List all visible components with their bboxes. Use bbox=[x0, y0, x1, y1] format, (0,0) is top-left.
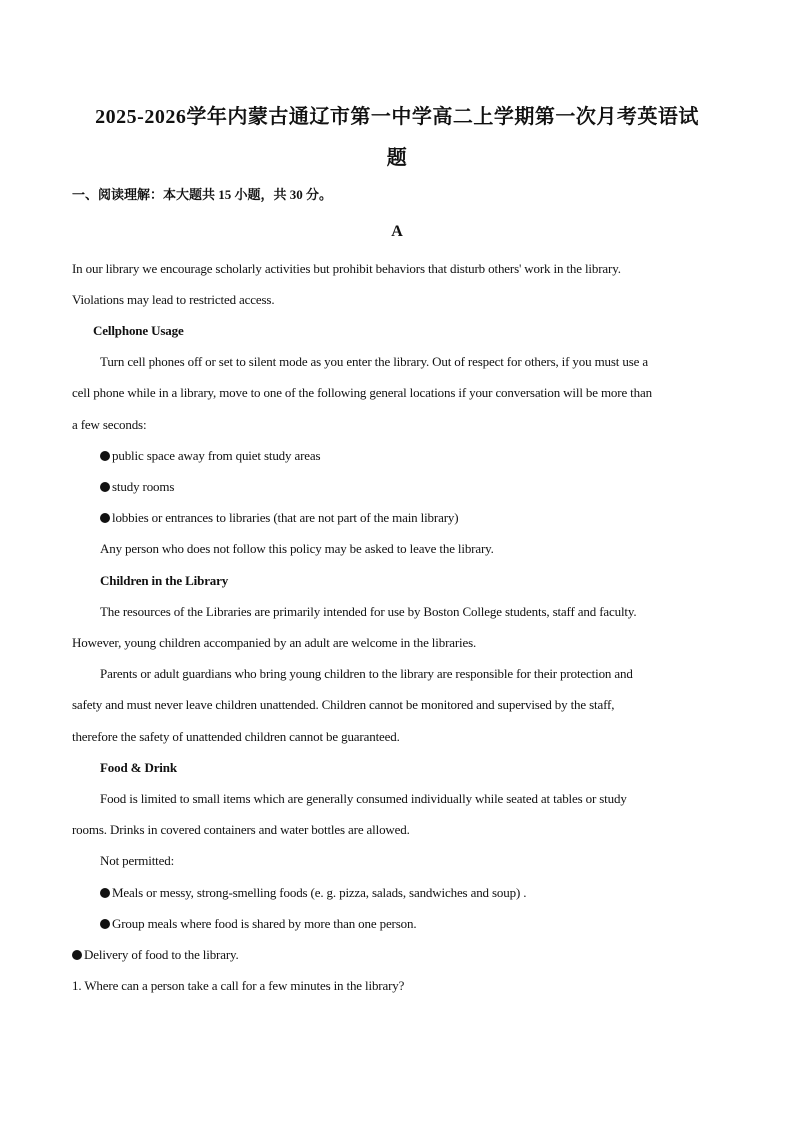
list-item bbox=[72, 947, 239, 963]
bullet-icon bbox=[72, 950, 82, 960]
list-item bbox=[100, 510, 458, 526]
food-bullet-1: Meals or messy, strong-smelling foods (e. g. pizza, salads, sandwiches and soup) . bbox=[112, 885, 527, 900]
cellphone-para-line-3: a few seconds: bbox=[72, 417, 147, 432]
bullet-icon bbox=[100, 482, 110, 492]
list-item bbox=[100, 479, 174, 495]
food-para-line-2: rooms. Drinks in covered containers and water bottles are allowed. bbox=[72, 822, 410, 837]
list-item bbox=[100, 448, 320, 464]
children-para-2-line-3: therefore the safety of unattended children cannot be guaranteed. bbox=[72, 729, 400, 744]
bullet-icon bbox=[100, 919, 110, 929]
cellphone-bullet-2: study rooms bbox=[112, 479, 175, 494]
section-heading-prefix: 一、阅读理解：本大题共 bbox=[72, 187, 216, 202]
children-para-1-line-1: The resources of the Libraries are primarily intended for use by Boston College students, staff and faculty. bbox=[100, 604, 637, 619]
not-permitted-label: Not permitted: bbox=[100, 853, 175, 868]
cellphone-para-line-1: Turn cell phones off or set to silent mode as you enter the library. Out of respect for others, if you must use a bbox=[100, 354, 648, 369]
children-heading: Children in the Library bbox=[100, 573, 229, 588]
intro-line-1: In our library we encourage scholarly activities but prohibit behaviors that disturb others' work in the library. bbox=[72, 261, 621, 276]
cellphone-heading: Cellphone Usage bbox=[93, 323, 184, 338]
cellphone-bullet-1: public space away from quiet study areas bbox=[112, 448, 321, 463]
bullet-icon bbox=[100, 451, 110, 461]
section-total-score: 30 bbox=[289, 187, 303, 202]
section-heading-suffix: 分。 bbox=[306, 187, 333, 202]
children-para-1-line-2: However, young children accompanied by an adult are welcome in the libraries. bbox=[72, 635, 477, 650]
list-item bbox=[100, 916, 416, 932]
cellphone-policy-note: Any person who does not follow this policy may be asked to leave the library. bbox=[100, 541, 494, 556]
passage-label: A bbox=[391, 223, 403, 240]
children-para-2-line-1: Parents or adult guardians who bring young children to the library are responsible for their protection and bbox=[100, 666, 633, 681]
document-title-line-1: 2025-2026学年内蒙古通辽市第一中学高二上学期第一次月考英语试 bbox=[95, 106, 699, 128]
intro-line-2: Violations may lead to restricted access. bbox=[72, 292, 275, 307]
food-bullet-3: Delivery of food to the library. bbox=[84, 947, 239, 962]
section-heading bbox=[72, 187, 332, 203]
question-1: 1. Where can a person take a call for a few minutes in the library? bbox=[72, 978, 405, 993]
bullet-icon bbox=[100, 513, 110, 523]
food-bullet-2: Group meals where food is shared by more than one person. bbox=[112, 916, 417, 931]
section-heading-mid: 小题，共 bbox=[234, 187, 287, 202]
children-para-2-line-2: safety and must never leave children unattended. Children cannot be monitored and supervised by the staff, bbox=[72, 697, 615, 712]
cellphone-bullet-3: lobbies or entrances to libraries (that are not part of the main library) bbox=[112, 510, 459, 525]
food-para-line-1: Food is limited to small items which are generally consumed individually while seated at tables or study bbox=[100, 791, 627, 806]
food-heading: Food & Drink bbox=[100, 760, 177, 775]
list-item bbox=[100, 885, 526, 901]
document-title-line-2: 题 bbox=[386, 147, 408, 169]
section-question-count: 15 bbox=[218, 187, 232, 202]
cellphone-para-line-2: cell phone while in a library, move to one of the following general locations if your conversation will be more than bbox=[72, 385, 652, 400]
bullet-icon bbox=[100, 888, 110, 898]
